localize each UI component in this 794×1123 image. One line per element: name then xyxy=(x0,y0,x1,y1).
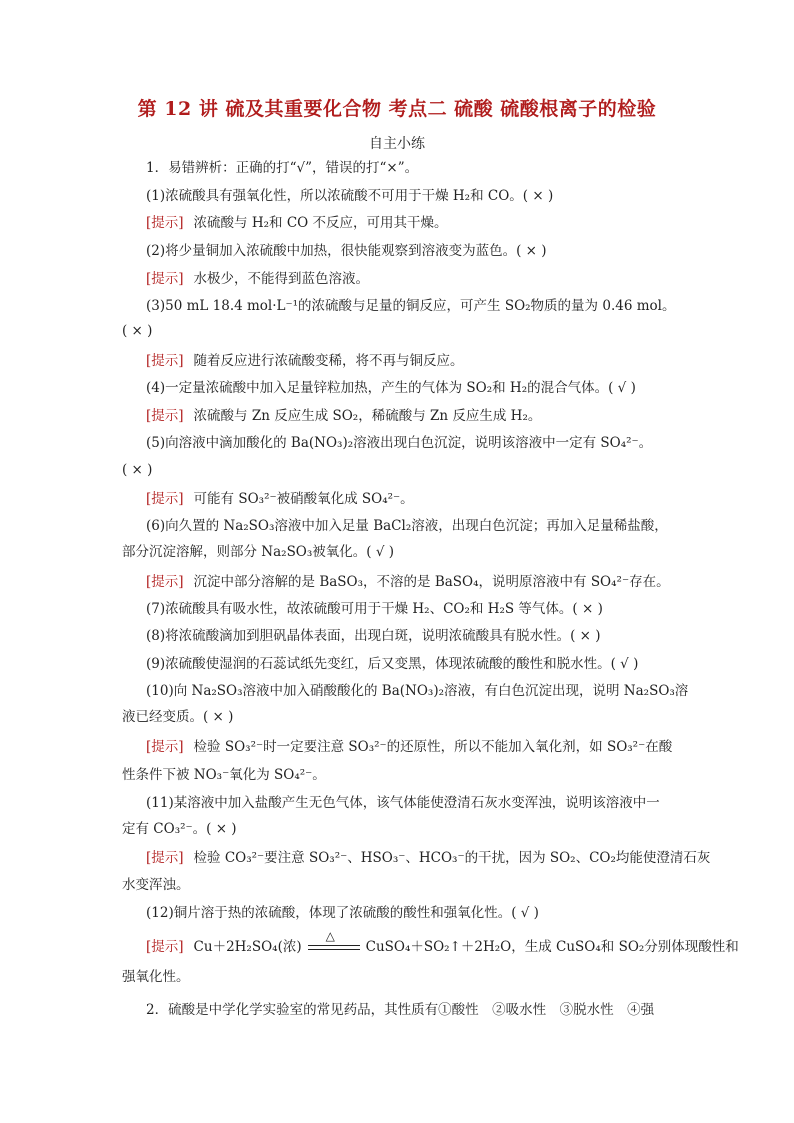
text-line xyxy=(146,378,706,398)
line-text: (3)50 mL 18.4 mol·L⁻¹的浓硫酸与足量的铜反应，可产生 SO₂物质的量为 0.46 mol。 xyxy=(146,298,676,314)
text-line xyxy=(146,626,706,646)
line-text: 浓硫酸与 Zn 反应生成 SO₂，稀硫酸与 Zn 反应生成 H₂。 xyxy=(193,408,542,424)
tip-line xyxy=(146,737,706,757)
line-text: (4)一定量浓硫酸中加入足量锌粒加热，产生的气体为 SO₂和 H₂的混合气体。( √ ) xyxy=(146,380,636,396)
tip-label: [提示] xyxy=(146,353,184,369)
line-text: 浓硫酸与 H₂和 CO 不反应，可用其干燥。 xyxy=(193,215,448,231)
text-line xyxy=(146,186,706,206)
page-title: 第 12 讲 硫及其重要化合物 考点二 硫酸 硫酸根离子的检验 xyxy=(137,98,657,120)
line-text: 水变浑浊。 xyxy=(122,877,190,893)
text-line xyxy=(122,542,682,562)
line-text: (9)浓硫酸使湿润的石蕊试纸先变红，后又变黑，体现浓硫酸的酸性和脱水性。( √ ) xyxy=(146,656,639,672)
text-line xyxy=(122,875,682,895)
tip-line xyxy=(146,269,706,289)
tip-line xyxy=(146,213,706,233)
line-text: 液已经变质。( × ) xyxy=(122,709,234,725)
text-line xyxy=(146,793,706,813)
tip-line xyxy=(146,406,706,426)
heat-equals-sign xyxy=(308,928,360,954)
tip-label: [提示] xyxy=(146,215,184,231)
tip-line xyxy=(146,351,706,371)
line-text: (1)浓硫酸具有强氧化性，所以浓硫酸不可用于干燥 H₂和 CO。( × ) xyxy=(146,188,554,204)
equation-continuation: 强氧化性。 xyxy=(122,969,190,985)
text-line xyxy=(146,516,706,536)
tip-label: [提示] xyxy=(146,491,184,507)
line-text: (8)将浓硫酸滴加到胆矾晶体表面，出现白斑，说明浓硫酸具有脱水性。( × ) xyxy=(146,628,601,644)
text-line xyxy=(146,654,706,674)
text-line xyxy=(122,460,682,480)
text-line xyxy=(122,819,682,839)
line-text: (7)浓硫酸具有吸水性，故浓硫酸可用于干燥 H₂、CO₂和 H₂S 等气体。( × ) xyxy=(146,601,603,617)
text-line xyxy=(146,158,706,178)
equation-line xyxy=(146,928,739,957)
question-2-line: 2．硫酸是中学化学实验室的常见药品，其性质有①酸性 ②吸水性 ③脱水性 ④强 xyxy=(146,1002,655,1018)
tip-label: [提示] xyxy=(146,408,184,424)
text-line xyxy=(146,296,706,316)
tip-label: [提示] xyxy=(146,574,184,590)
tip-line xyxy=(146,489,706,509)
text-line xyxy=(146,433,706,453)
tip-label: [提示] xyxy=(146,739,184,755)
text-line xyxy=(146,241,706,261)
line-text: 检验 SO₃²⁻时一定要注意 SO₃²⁻的还原性，所以不能加入氧化剂，如 SO₃²⁻在酸 xyxy=(193,739,673,755)
line-text: 性条件下被 NO₃⁻氧化为 SO₄²⁻。 xyxy=(122,767,326,783)
line-text: 可能有 SO₃²⁻被硝酸氧化成 SO₄²⁻。 xyxy=(193,491,414,507)
section-subtitle: 自主小练 xyxy=(369,136,425,152)
line-text: ( × ) xyxy=(122,462,153,478)
tip-line xyxy=(146,572,706,592)
line-text: (5)向溶液中滴加酸化的 Ba(NO₃)₂溶液出现白色沉淀，说明该溶液中一定有 SO₄²⁻。 xyxy=(146,435,653,451)
line-text: 水极少，不能得到蓝色溶液。 xyxy=(193,271,370,287)
line-text: 1．易错辨析：正确的打“√”，错误的打“×”。 xyxy=(146,160,419,176)
line-text: 随着反应进行浓硫酸变稀，将不再与铜反应。 xyxy=(193,353,464,369)
text-line xyxy=(122,765,682,785)
line-text: 定有 CO₃²⁻。( × ) xyxy=(122,821,237,837)
line-text: (12)铜片溶于热的浓硫酸，体现了浓硫酸的酸性和强氧化性。( √ ) xyxy=(146,905,539,921)
tip-label: [提示] xyxy=(146,939,184,955)
text-line xyxy=(146,599,706,619)
tip-label: [提示] xyxy=(146,271,184,287)
tip-label: [提示] xyxy=(146,850,184,866)
equation-right: CuSO₄＋SO₂↑＋2H₂O，生成 CuSO₄和 SO₂分别体现酸性和 xyxy=(365,939,739,955)
text-line xyxy=(122,707,682,727)
line-text: 检验 CO₃²⁻要注意 SO₃²⁻、HSO₃⁻、HCO₃⁻的干扰，因为 SO₂、CO₂均能使澄清石灰 xyxy=(193,850,711,866)
text-line xyxy=(146,903,706,923)
line-text: (6)向久置的 Na₂SO₃溶液中加入足量 BaCl₂溶液，出现白色沉淀；再加入足量稀盐酸， xyxy=(146,518,668,534)
line-text: 沉淀中部分溶解的是 BaSO₃，不溶的是 BaSO₄，说明原溶液中有 SO₄²⁻存在。 xyxy=(193,574,670,590)
text-line xyxy=(146,681,706,701)
line-text: 部分沉淀溶解，则部分 Na₂SO₃被氧化。( √ ) xyxy=(122,544,395,560)
line-text: (10)向 Na₂SO₃溶液中加入硝酸酸化的 Ba(NO₃)₂溶液，有白色沉淀出现，说明 Na₂SO₃溶 xyxy=(146,683,689,699)
line-text: (2)将少量铜加入浓硫酸中加热，很快能观察到溶液变为蓝色。( × ) xyxy=(146,243,547,259)
equation-left: Cu＋2H₂SO₄(浓) xyxy=(193,939,302,955)
heat-condition: △ xyxy=(325,928,335,943)
line-text: (11)某溶液中加入盐酸产生无色气体，该气体能使澄清石灰水变浑浊，说明该溶液中一 xyxy=(146,795,660,811)
tip-line xyxy=(146,848,711,868)
text-line xyxy=(122,321,682,341)
line-text: ( × ) xyxy=(122,323,153,339)
